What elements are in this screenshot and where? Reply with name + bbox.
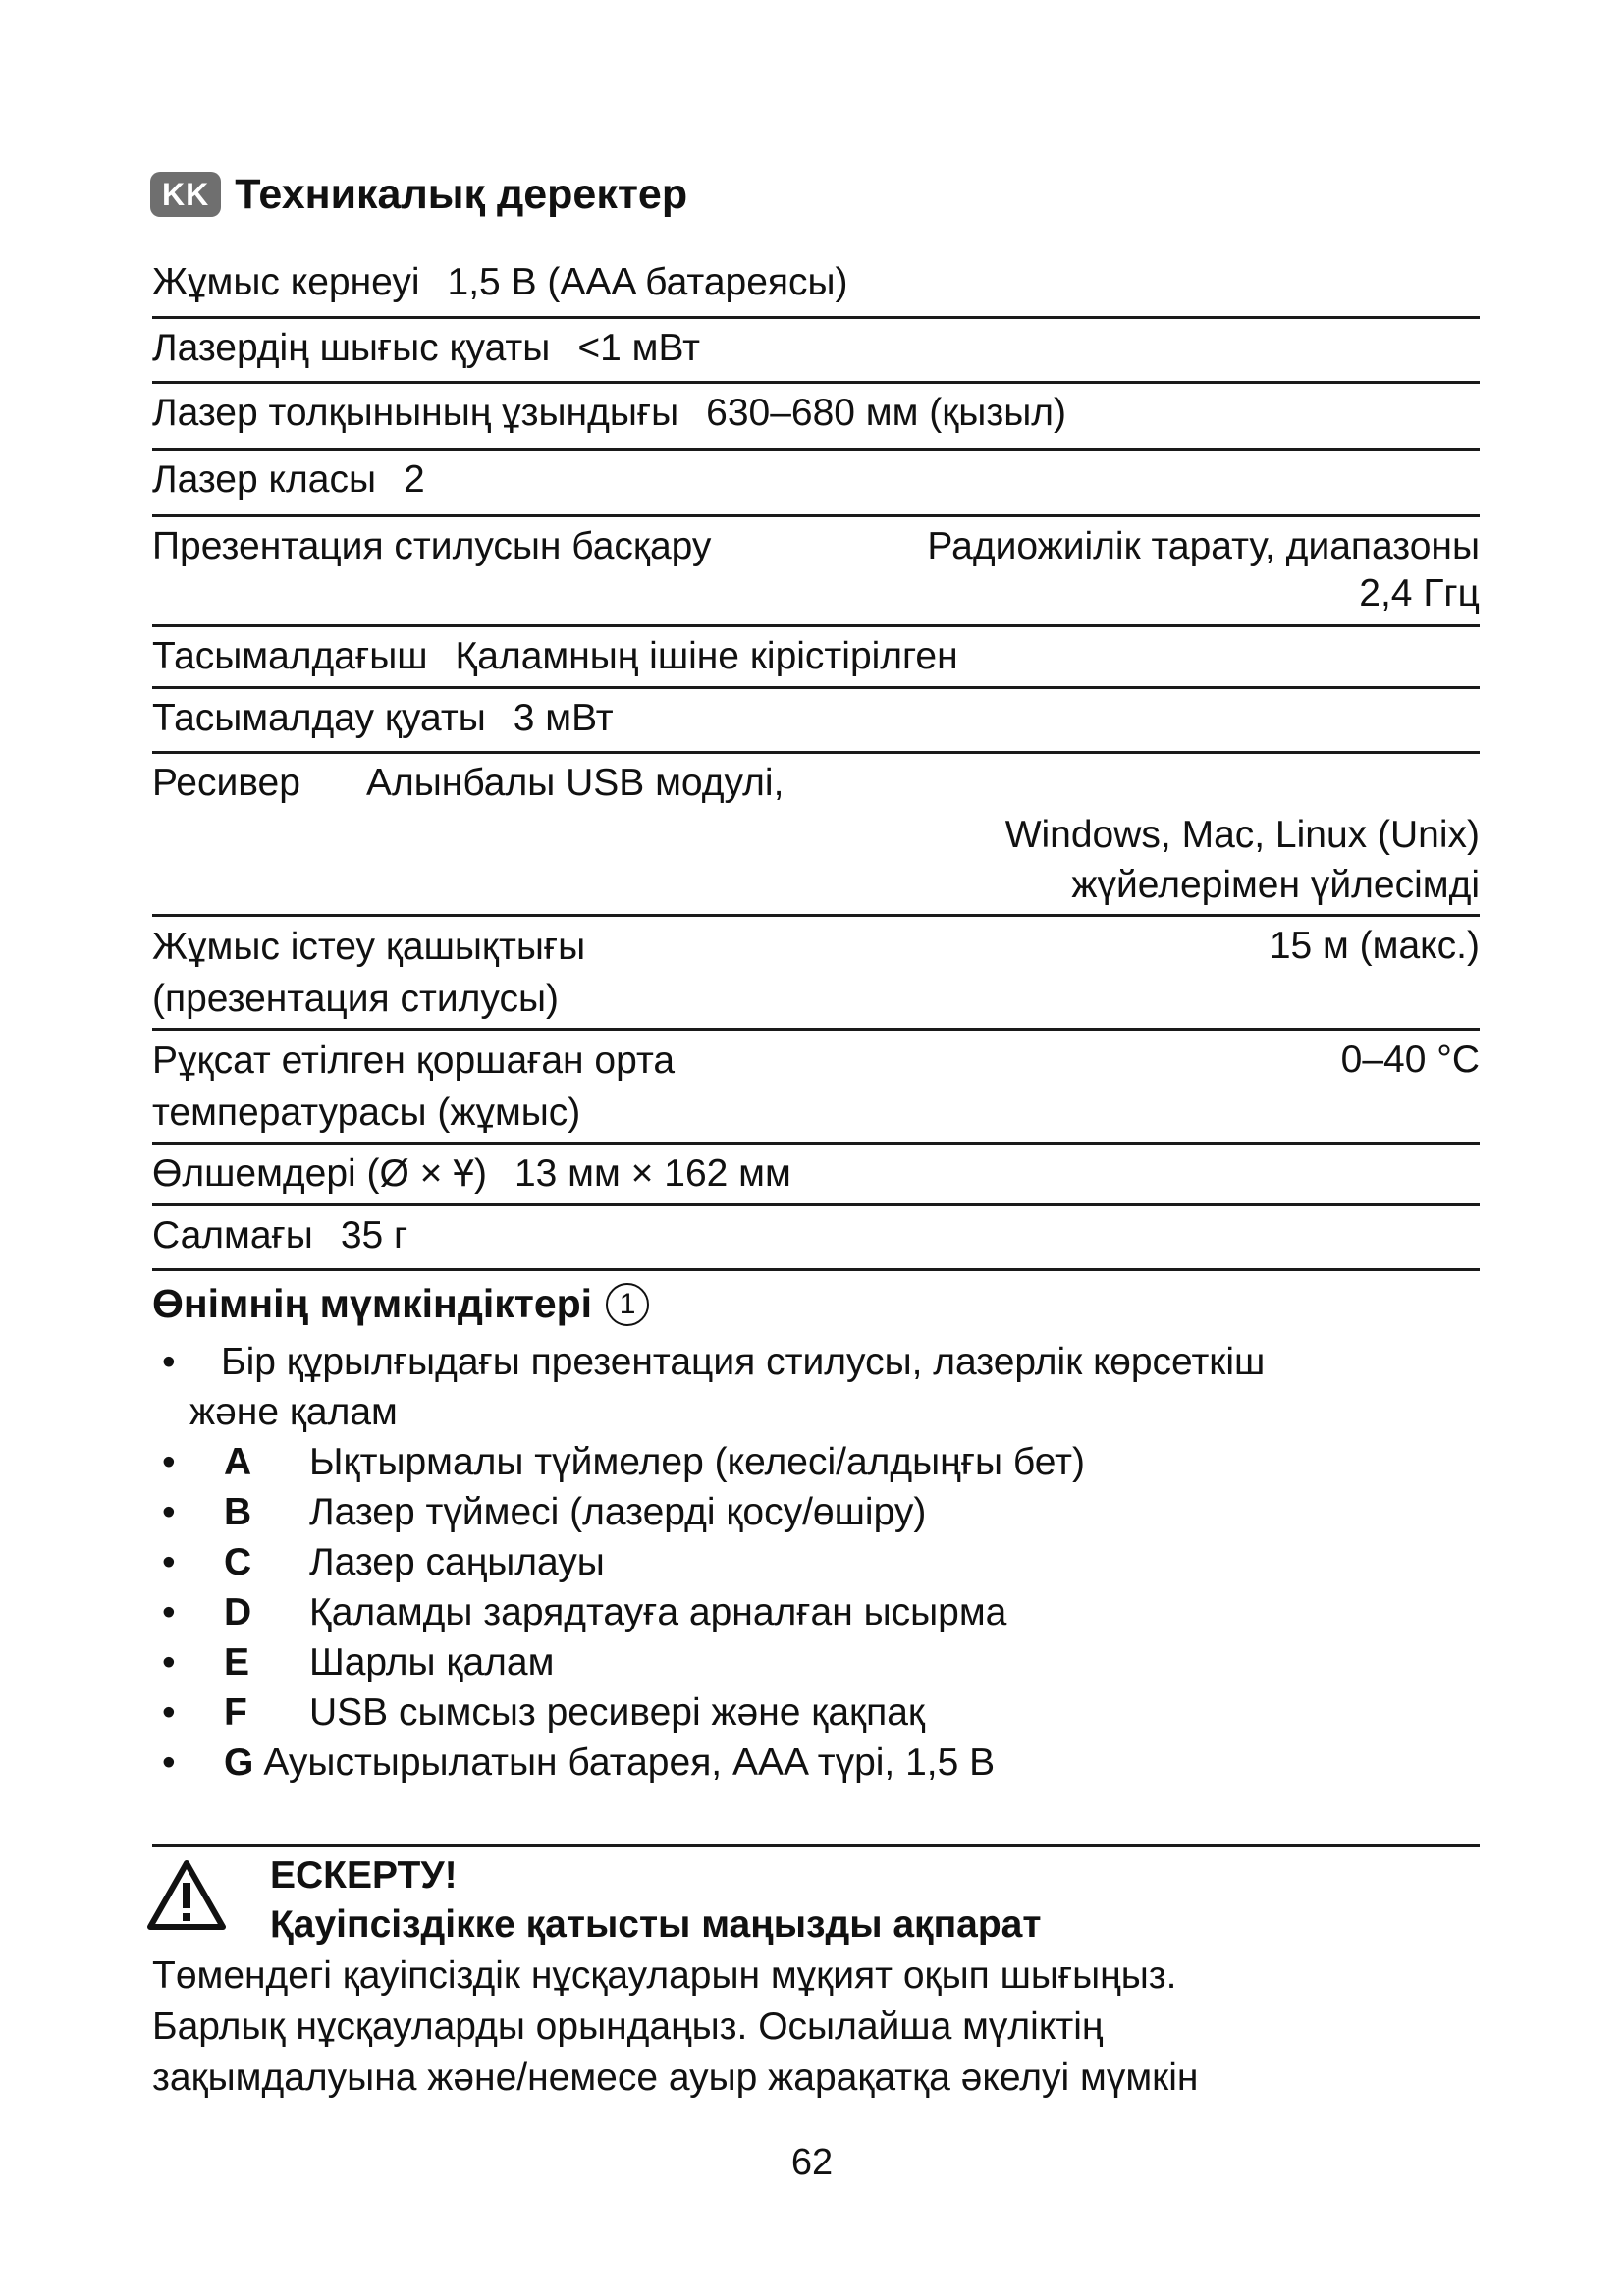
spec-row xyxy=(152,1145,1480,1206)
spec-row xyxy=(152,1031,1480,1145)
spec-value: 15 м (макс.) xyxy=(1269,925,1480,967)
spec-row xyxy=(152,627,1480,689)
spec-label: Жұмыс кернеуі xyxy=(152,261,420,303)
feature-text: Лазер түймесі (лазерді қосу/өшіру) xyxy=(309,1491,927,1533)
spec-row xyxy=(152,451,1480,517)
feature-letter: C xyxy=(224,1541,252,1583)
spec-row xyxy=(152,517,1480,627)
spec-label xyxy=(152,921,585,1025)
list-item xyxy=(152,1337,1480,1437)
list-item xyxy=(152,1587,1480,1637)
figure-reference-badge: 1 xyxy=(606,1283,649,1326)
bullet-icon: • xyxy=(162,1741,176,1784)
spec-value: 2 xyxy=(403,458,425,501)
spec-value: Алынбалы USB модулі, xyxy=(366,762,785,804)
bullet-icon: • xyxy=(162,1591,176,1633)
spec-value: 3 мВт xyxy=(513,697,614,739)
spec-row xyxy=(152,754,1480,917)
bullet-icon: • xyxy=(162,1491,176,1533)
spec-value: <1 мВт xyxy=(577,327,701,369)
spec-label: Салмағы xyxy=(152,1214,313,1256)
spec-value-continued: жүйелерімен үйлесімді xyxy=(1071,864,1480,906)
spec-label: Презентация стилусын басқару xyxy=(152,525,712,567)
feature-text: USB сымсыз ресивері және қақпақ xyxy=(309,1691,925,1734)
spec-row xyxy=(152,253,1480,319)
spec-label: Тасымалдағыш xyxy=(152,635,428,677)
specs-table xyxy=(152,253,1480,1271)
spec-row xyxy=(152,689,1480,754)
warning-divider xyxy=(152,1844,1480,1847)
feature-letter: D xyxy=(224,1591,252,1633)
feature-letter: B xyxy=(224,1491,252,1533)
feature-text: Қаламды зарядтауға арналған ысырма xyxy=(309,1591,1007,1633)
spec-row xyxy=(152,319,1480,384)
feature-text: Ықтырмалы түймелер (келесі/алдыңғы бет) xyxy=(309,1441,1085,1483)
spec-value-continued: Windows, Mac, Linux (Unix) xyxy=(1004,814,1480,856)
spec-label: Лазердің шығыс қуаты xyxy=(152,327,551,369)
warning-triangle-icon xyxy=(147,1859,226,1930)
warning-body-line: зақымдалуына және/немесе ауыр жарақатқа әкелуі мүмкін xyxy=(152,2056,1199,2099)
spec-label-line: температурасы (жұмыс) xyxy=(152,1092,581,1134)
list-item xyxy=(152,1687,1480,1737)
feature-text: Ауыстырылатын батарея, AAA түрі, 1,5 В xyxy=(263,1741,996,1784)
feature-letter: A xyxy=(224,1441,252,1483)
list-item xyxy=(152,1737,1480,1788)
warning-body xyxy=(152,1950,1488,2104)
spec-value: Радиожиілік тарату, диапазоны xyxy=(927,525,1480,567)
spec-value: 1,5 В (AAA батареясы) xyxy=(447,261,848,303)
spec-label-line: (презентация стилусы) xyxy=(152,978,559,1020)
page-number: 62 xyxy=(790,2142,834,2183)
spec-label: Лазер толқынының ұзындығы xyxy=(152,392,679,434)
spec-label: Тасымалдау қуаты xyxy=(152,697,486,739)
feature-intro-line: Бір құрылғыдағы презентация стилусы, лазерлік көрсеткіш xyxy=(221,1341,1266,1383)
feature-text: Лазер саңылауы xyxy=(309,1541,605,1583)
section-heading-technical-data xyxy=(150,165,687,224)
spec-value: Қаламның ішіне кірістірілген xyxy=(455,635,958,677)
spec-value: 35 г xyxy=(340,1214,408,1256)
feature-letter: G xyxy=(224,1741,254,1784)
spec-row xyxy=(152,1206,1480,1271)
spec-value-continued: 2,4 Ггц xyxy=(1359,572,1480,614)
list-item xyxy=(152,1537,1480,1587)
bullet-icon: • xyxy=(162,1541,176,1583)
bullet-icon: • xyxy=(162,1441,176,1483)
spec-label: Лазер класы xyxy=(152,458,376,501)
spec-label xyxy=(152,1035,675,1139)
spec-row xyxy=(152,917,1480,1031)
bullet-icon: • xyxy=(162,1641,176,1683)
features-heading xyxy=(152,1281,649,1327)
spec-value: 0–40 °C xyxy=(1340,1039,1480,1081)
spec-label: Ресивер xyxy=(152,762,300,804)
bullet-icon: • xyxy=(162,1341,176,1383)
spec-value: 630–680 мм (қызыл) xyxy=(706,392,1066,434)
list-item xyxy=(152,1437,1480,1487)
spec-label: Өлшемдері (Ø × Ұ) xyxy=(152,1152,487,1195)
bullet-icon: • xyxy=(162,1691,176,1734)
warning-title: ЕСКЕРТУ! xyxy=(270,1854,458,1896)
warning-subtitle: Қауіпсіздікке қатысты маңызды ақпарат xyxy=(270,1903,1042,1946)
feature-text: Шарлы қалам xyxy=(309,1641,555,1683)
features-list xyxy=(152,1337,1480,1788)
section-title: Техникалық деректер xyxy=(235,170,688,218)
feature-letter: E xyxy=(224,1641,250,1683)
spec-row xyxy=(152,384,1480,451)
feature-intro-line: және қалам xyxy=(189,1391,398,1433)
language-badge: KK xyxy=(150,172,221,217)
warning-body-line: Төмендегі қауіпсіздік нұсқауларын мұқият оқып шығыңыз. xyxy=(152,1954,1177,1997)
warning-body-line: Барлық нұсқауларды орындаңыз. Осылайша мүліктің xyxy=(152,2005,1104,2048)
spec-label-line: Рұқсат етілген қоршаған орта xyxy=(152,1040,676,1082)
list-item xyxy=(152,1487,1480,1537)
list-item xyxy=(152,1637,1480,1687)
spec-value: 13 мм × 162 мм xyxy=(514,1152,791,1195)
feature-letter: F xyxy=(224,1691,247,1734)
features-title: Өнімнің мүмкіндіктері xyxy=(152,1281,593,1326)
spec-label-line: Жұмыс істеу қашықтығы xyxy=(152,926,586,968)
